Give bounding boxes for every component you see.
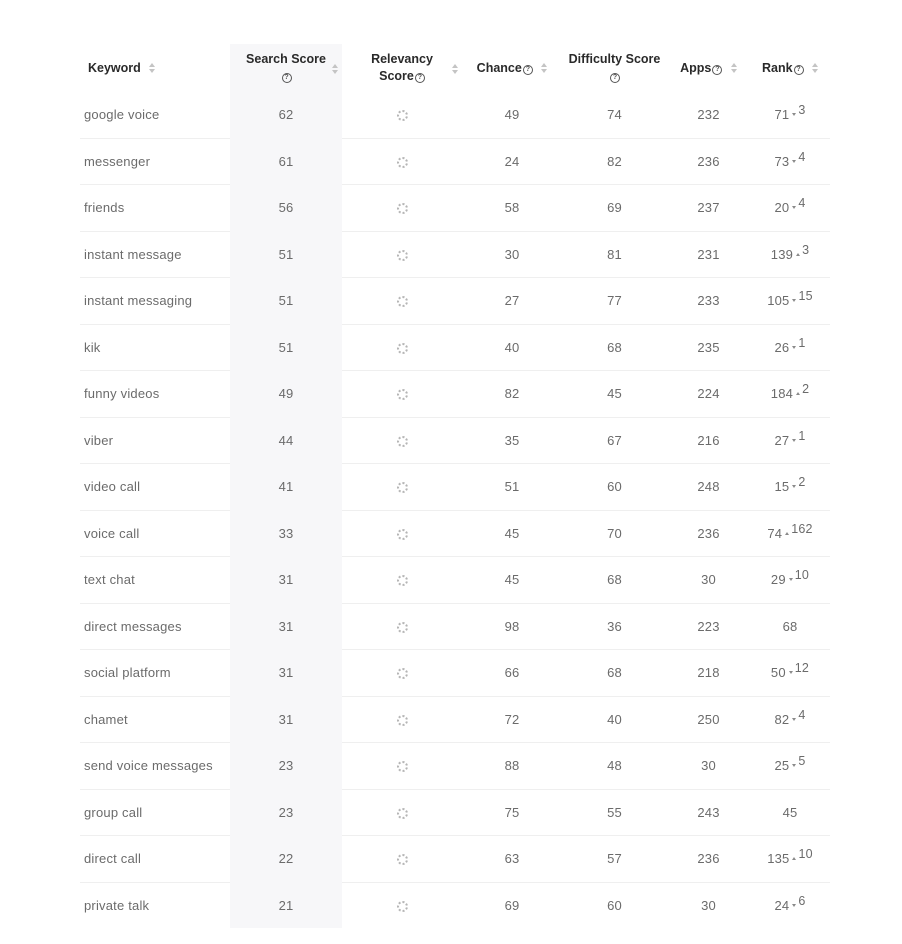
rank-value: 27 <box>774 432 790 448</box>
keyword-cell[interactable]: friends <box>80 185 230 232</box>
rank-cell <box>750 138 830 185</box>
rank-value: 15 <box>774 479 790 495</box>
rank-change-value: 10 <box>798 847 813 862</box>
column-header-keyword-label: Keyword <box>88 60 141 75</box>
difficulty-score-cell: 70 <box>562 510 667 557</box>
rank-change-value: 3 <box>802 242 810 257</box>
help-icon[interactable]: ? <box>712 65 722 75</box>
rank-cell <box>750 231 830 278</box>
rank-cell <box>750 371 830 418</box>
rank-value: 24 <box>774 897 790 913</box>
relevancy-score-cell <box>342 557 462 604</box>
difficulty-score-cell: 36 <box>562 603 667 650</box>
chance-cell: 45 <box>462 510 562 557</box>
relevancy-score-cell <box>342 510 462 557</box>
table-row[interactable] <box>80 464 830 511</box>
chance-cell: 88 <box>462 743 562 790</box>
rank-down-arrow-icon <box>792 160 796 163</box>
chance-cell: 51 <box>462 464 562 511</box>
apps-cell: 30 <box>667 557 750 604</box>
table-row[interactable] <box>80 603 830 650</box>
rank-down-arrow-icon <box>792 485 796 488</box>
rank-value: 71 <box>774 107 790 123</box>
chance-cell: 30 <box>462 231 562 278</box>
loading-spinner-icon <box>397 157 408 168</box>
loading-spinner-icon <box>397 761 408 772</box>
table-row[interactable] <box>80 650 830 697</box>
table-row[interactable] <box>80 231 830 278</box>
rank-cell <box>750 650 830 697</box>
relevancy-score-cell <box>342 417 462 464</box>
rank-value: 139 <box>770 246 794 262</box>
search-score-cell: 33 <box>230 510 342 557</box>
keyword-cell[interactable]: direct messages <box>80 603 230 650</box>
relevancy-score-cell <box>342 743 462 790</box>
difficulty-score-cell: 57 <box>562 836 667 883</box>
rank-value: 105 <box>767 293 790 309</box>
rank-up-arrow-icon <box>792 857 796 860</box>
table-row[interactable] <box>80 324 830 371</box>
help-icon[interactable]: ? <box>523 65 533 75</box>
rank-change-value: 162 <box>791 521 813 536</box>
relevancy-score-cell <box>342 882 462 928</box>
table-row[interactable] <box>80 185 830 232</box>
rank-down-arrow-icon <box>789 578 793 581</box>
column-header-apps[interactable] <box>667 44 750 92</box>
keyword-cell[interactable]: kik <box>80 324 230 371</box>
difficulty-score-cell: 55 <box>562 789 667 836</box>
rank-change-value: 6 <box>798 893 806 908</box>
loading-spinner-icon <box>397 668 408 679</box>
table-row[interactable] <box>80 557 830 604</box>
rank-down-arrow-icon <box>792 764 796 767</box>
rank-change-value: 3 <box>798 103 806 118</box>
difficulty-score-cell: 67 <box>562 417 667 464</box>
search-score-cell: 23 <box>230 743 342 790</box>
rank-up-arrow-icon <box>785 532 789 535</box>
rank-value: 74 <box>767 525 783 541</box>
sort-arrows-icon[interactable] <box>731 63 737 73</box>
rank-value: 45 <box>782 804 798 820</box>
rank-value: 135 <box>767 851 790 867</box>
relevancy-score-cell <box>342 278 462 325</box>
chance-cell: 24 <box>462 138 562 185</box>
difficulty-score-cell: 77 <box>562 278 667 325</box>
rank-down-arrow-icon <box>792 904 796 907</box>
difficulty-score-cell: 68 <box>562 324 667 371</box>
table-body <box>80 92 830 928</box>
loading-spinner-icon <box>397 529 408 540</box>
table-row[interactable] <box>80 882 830 928</box>
apps-cell: 248 <box>667 464 750 511</box>
rank-change-value: 4 <box>798 196 806 211</box>
rank-change-value: 1 <box>798 428 806 443</box>
sort-arrows-icon[interactable] <box>149 63 155 73</box>
keyword-cell[interactable]: instant messaging <box>80 278 230 325</box>
table-row[interactable] <box>80 789 830 836</box>
loading-spinner-icon <box>397 715 408 726</box>
rank-value: 25 <box>774 758 790 774</box>
rank-change-value: 1 <box>798 335 806 350</box>
keyword-cell[interactable]: social platform <box>80 650 230 697</box>
rank-down-arrow-icon <box>789 671 793 674</box>
search-score-cell: 62 <box>230 92 342 138</box>
column-header-chance-label: Chance <box>476 60 522 75</box>
rank-change-value: 5 <box>798 754 806 769</box>
loading-spinner-icon <box>397 296 408 307</box>
table-header <box>80 44 830 92</box>
relevancy-score-cell <box>342 696 462 743</box>
keyword-cell[interactable]: text chat <box>80 557 230 604</box>
rank-up-arrow-icon <box>796 392 800 395</box>
table-row[interactable] <box>80 743 830 790</box>
column-header-difficulty-label: Difficulty Score <box>568 52 661 66</box>
rank-down-arrow-icon <box>792 718 796 721</box>
chance-cell: 40 <box>462 324 562 371</box>
search-score-cell: 23 <box>230 789 342 836</box>
search-score-cell: 22 <box>230 836 342 883</box>
column-header-difficulty-score[interactable] <box>562 44 667 92</box>
rank-change-value: 2 <box>798 475 806 490</box>
chance-cell: 98 <box>462 603 562 650</box>
chance-cell: 69 <box>504 897 520 913</box>
chance-cell: 63 <box>462 836 562 883</box>
rank-cell <box>750 696 830 743</box>
relevancy-score-cell <box>342 603 462 650</box>
sort-arrows-icon[interactable] <box>541 63 547 73</box>
keyword-cell[interactable]: group call <box>80 789 230 836</box>
search-score-cell: 51 <box>230 324 342 371</box>
relevancy-score-cell <box>342 138 462 185</box>
apps-cell: 224 <box>667 371 750 418</box>
keyword-cell[interactable]: private talk <box>84 897 150 913</box>
help-icon[interactable]: ? <box>415 73 425 83</box>
apps-cell: 231 <box>667 231 750 278</box>
table-row[interactable] <box>80 371 830 418</box>
rank-value: 184 <box>770 386 794 402</box>
loading-spinner-icon <box>397 250 408 261</box>
relevancy-score-cell <box>342 324 462 371</box>
rank-cell <box>750 92 830 138</box>
keyword-cell[interactable]: google voice <box>80 92 230 138</box>
difficulty-score-cell: 45 <box>562 371 667 418</box>
search-score-cell: 41 <box>230 464 342 511</box>
column-header-chance[interactable] <box>462 44 562 92</box>
apps-cell: 236 <box>667 836 750 883</box>
chance-cell: 49 <box>462 92 562 138</box>
rank-down-arrow-icon <box>792 299 796 302</box>
loading-spinner-icon <box>397 203 408 214</box>
sort-arrows-icon[interactable] <box>452 64 458 74</box>
column-header-search-score-label: Search Score <box>246 52 326 66</box>
rank-change-value: 4 <box>798 707 806 722</box>
difficulty-score-cell: 68 <box>562 650 667 697</box>
keyword-cell[interactable]: instant message <box>80 231 230 278</box>
table-row[interactable] <box>80 836 830 883</box>
chance-cell: 66 <box>462 650 562 697</box>
keyword-cell[interactable]: send voice messages <box>80 743 230 790</box>
loading-spinner-icon <box>397 808 408 819</box>
help-icon[interactable]: ? <box>282 73 292 83</box>
rank-cell <box>750 836 830 883</box>
chance-cell: 82 <box>462 371 562 418</box>
rank-cell <box>750 603 830 650</box>
keyword-cell[interactable]: video call <box>80 464 230 511</box>
table-row[interactable] <box>80 510 830 557</box>
column-header-search-score[interactable] <box>230 44 342 92</box>
search-score-cell: 31 <box>230 650 342 697</box>
keyword-cell[interactable]: chamet <box>80 696 230 743</box>
column-header-rank-label: Rank <box>761 60 793 75</box>
rank-value: 73 <box>774 153 790 169</box>
apps-cell: 218 <box>667 650 750 697</box>
difficulty-score-cell: 60 <box>607 897 622 913</box>
table-row[interactable] <box>80 92 830 138</box>
apps-cell: 223 <box>667 603 750 650</box>
difficulty-score-cell: 82 <box>562 138 667 185</box>
loading-spinner-icon <box>397 901 408 912</box>
rank-cell <box>750 510 830 557</box>
apps-cell: 30 <box>701 897 716 913</box>
rank-value: 29 <box>770 572 786 588</box>
rank-value: 68 <box>782 618 798 634</box>
apps-cell: 216 <box>667 417 750 464</box>
difficulty-score-cell: 81 <box>562 231 667 278</box>
table-row[interactable] <box>80 138 830 185</box>
rank-change-value: 12 <box>794 661 810 676</box>
search-score-cell: 31 <box>230 603 342 650</box>
rank-cell <box>750 324 830 371</box>
rank-up-arrow-icon <box>796 253 800 256</box>
difficulty-score-cell: 48 <box>562 743 667 790</box>
difficulty-score-cell: 40 <box>562 696 667 743</box>
rank-value: 82 <box>774 711 790 727</box>
loading-spinner-icon <box>397 436 408 447</box>
rank-change-value: 15 <box>798 289 813 304</box>
difficulty-score-cell: 68 <box>562 557 667 604</box>
rank-cell <box>750 185 830 232</box>
apps-cell: 30 <box>667 743 750 790</box>
apps-cell: 237 <box>667 185 750 232</box>
search-score-cell: 49 <box>230 371 342 418</box>
relevancy-score-cell <box>342 836 462 883</box>
rank-down-arrow-icon <box>792 206 796 209</box>
difficulty-score-cell: 74 <box>562 92 667 138</box>
keyword-cell[interactable]: funny videos <box>80 371 230 418</box>
relevancy-score-cell <box>342 650 462 697</box>
rank-value: 20 <box>774 200 790 216</box>
table-row[interactable] <box>80 278 830 325</box>
chance-cell: 45 <box>462 557 562 604</box>
loading-spinner-icon <box>397 575 408 586</box>
apps-cell: 243 <box>667 789 750 836</box>
keyword-cell[interactable]: voice call <box>80 510 230 557</box>
chance-cell: 35 <box>462 417 562 464</box>
relevancy-score-cell <box>342 371 462 418</box>
rank-cell <box>750 278 830 325</box>
apps-cell: 250 <box>667 696 750 743</box>
loading-spinner-icon <box>397 343 408 354</box>
loading-spinner-icon <box>397 622 408 633</box>
column-header-relevancy-score[interactable] <box>342 44 462 92</box>
keyword-table <box>80 44 830 928</box>
search-score-cell: 61 <box>230 138 342 185</box>
column-header-relevancy-label-line1: Relevancy <box>371 52 433 66</box>
search-score-cell: 44 <box>230 417 342 464</box>
rank-value: 26 <box>774 339 790 355</box>
relevancy-score-cell <box>342 789 462 836</box>
rank-down-arrow-icon <box>792 439 796 442</box>
relevancy-score-cell <box>342 231 462 278</box>
loading-spinner-icon <box>397 110 408 121</box>
rank-change-value: 4 <box>798 149 806 164</box>
relevancy-score-cell <box>342 464 462 511</box>
difficulty-score-cell: 60 <box>562 464 667 511</box>
chance-cell: 72 <box>462 696 562 743</box>
apps-cell: 233 <box>667 278 750 325</box>
rank-value: 50 <box>770 665 786 681</box>
search-score-cell: 56 <box>230 185 342 232</box>
chance-cell: 75 <box>462 789 562 836</box>
loading-spinner-icon <box>397 389 408 400</box>
help-icon[interactable]: ? <box>610 73 620 83</box>
search-score-cell: 51 <box>230 278 342 325</box>
rank-change-value: 10 <box>794 568 810 583</box>
rank-cell <box>750 743 830 790</box>
apps-cell: 232 <box>667 92 750 138</box>
rank-change-value: 2 <box>802 382 810 397</box>
rank-cell <box>750 882 830 928</box>
column-header-apps-label: Apps <box>680 60 712 75</box>
rank-cell <box>750 557 830 604</box>
loading-spinner-icon <box>397 854 408 865</box>
keyword-table-container <box>80 44 830 928</box>
apps-cell: 235 <box>667 324 750 371</box>
search-score-cell: 31 <box>230 696 342 743</box>
relevancy-score-cell <box>342 185 462 232</box>
relevancy-score-cell <box>342 92 462 138</box>
keyword-cell[interactable]: viber <box>80 417 230 464</box>
loading-spinner-icon <box>397 482 408 493</box>
search-score-cell: 51 <box>230 231 342 278</box>
search-score-cell: 31 <box>230 557 342 604</box>
rank-cell <box>750 789 830 836</box>
sort-arrows-icon[interactable] <box>812 63 818 73</box>
keyword-cell[interactable]: direct call <box>80 836 230 883</box>
difficulty-score-cell: 69 <box>562 185 667 232</box>
apps-cell: 236 <box>667 510 750 557</box>
column-header-relevancy-label-line2: Score <box>379 69 414 83</box>
rank-cell <box>750 464 830 511</box>
rank-cell <box>750 417 830 464</box>
column-header-rank[interactable] <box>750 44 830 92</box>
search-score-cell: 21 <box>230 882 342 928</box>
rank-down-arrow-icon <box>792 113 796 116</box>
rank-down-arrow-icon <box>792 346 796 349</box>
column-header-keyword[interactable] <box>80 44 230 92</box>
apps-cell: 236 <box>667 138 750 185</box>
chance-cell: 27 <box>462 278 562 325</box>
chance-cell: 58 <box>462 185 562 232</box>
sort-arrows-icon[interactable] <box>332 64 338 74</box>
table-row[interactable] <box>80 417 830 464</box>
table-row[interactable] <box>80 696 830 743</box>
keyword-cell[interactable]: messenger <box>80 138 230 185</box>
help-icon[interactable]: ? <box>794 65 804 75</box>
